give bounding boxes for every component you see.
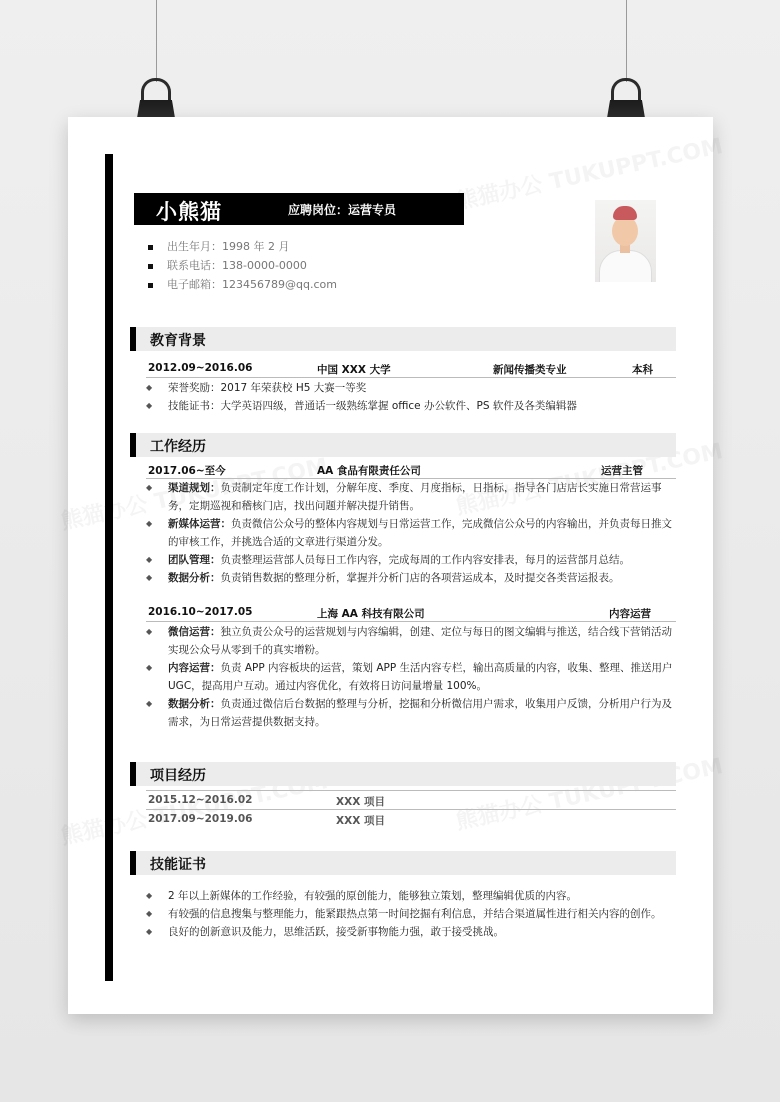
watermark (453, 129, 726, 216)
divider (146, 621, 676, 622)
bullet-square-icon (148, 283, 153, 288)
resume-sheet (68, 117, 713, 1014)
edu-school: 中国 XXX 大学 (317, 364, 391, 376)
edu-item: ◆ 技能证书：大学英语四级，普通话一级熟练掌握 office 办公软件、PS 软件及各类编辑器 (146, 397, 678, 415)
applied-position: 应聘岗位：运营专员 (288, 203, 397, 217)
project-period: 2017.09~2019.06 (148, 813, 253, 825)
divider (146, 809, 676, 810)
section-title: 教育背景 (150, 333, 206, 349)
edu-degree: 本科 (632, 364, 653, 376)
candidate-name: 小熊猫 (156, 200, 222, 224)
section-projects (130, 762, 676, 786)
job-item: ◆ 渠道规划：负责制定年度工作计划，分解年度、季度、月度指标，日指标，指导各门店店长实施日常营运事务，定期巡视和稽核门店，找出问题并解决提升销售。 (146, 479, 678, 515)
edu-period: 2012.09~2016.06 (148, 362, 253, 374)
job-item: ◆ 微信运营：独立负责公众号的运营规划与内容编辑，创建、定位与每日的图文编辑与推送，结合线下营销活动实现公众号从零到千的真实增粉。 (146, 623, 678, 659)
job-period: 2017.06~至今 (148, 465, 226, 477)
job-item: ◆ 数据分析：负责通过微信后台数据的整理与分析，挖掘和分析微信用户需求，收集用户反馈，分析用户行为及需求，为日常运营提供数据支持。 (146, 695, 678, 731)
info-birth: 出生年月：1998 年 2 月 (148, 238, 289, 254)
job-company: AA 食品有限责任公司 (317, 465, 421, 477)
job-role: 内容运营 (609, 608, 651, 620)
section-title: 项目经历 (150, 768, 206, 784)
edu-major: 新闻传播类专业 (493, 364, 567, 376)
section-title: 技能证书 (150, 857, 206, 873)
divider (146, 377, 676, 378)
profile-photo (595, 200, 656, 282)
divider (146, 790, 676, 791)
job-item: ◆ 数据分析：负责销售数据的整理分析，掌握并分析门店的各项营运成本，及时提交各类营运报表。 (146, 569, 678, 587)
project-name: XXX 项目 (336, 796, 385, 808)
name-banner (134, 193, 464, 225)
skill-item: ◆ 2 年以上新媒体的工作经验，有较强的原创能力，能够独立策划，整理编辑优质的内容。 (146, 887, 678, 905)
bullet-square-icon (148, 245, 153, 250)
skill-item: ◆ 有较强的信息搜集与整理能力，能紧跟热点第一时间挖掘有利信息，并结合渠道属性进行相关内容的创作。 (146, 905, 678, 923)
skill-item: ◆ 良好的创新意识及能力，思维活跃，接受新事物能力强，敢于接受挑战。 (146, 923, 678, 941)
edu-item: ◆ 荣誉奖励：2017 年荣获校 H5 大赛一等奖 (146, 379, 678, 397)
job-company: 上海 AA 科技有限公司 (317, 608, 425, 620)
section-skills (130, 851, 676, 875)
bullet-square-icon (148, 264, 153, 269)
job-item: ◆ 内容运营：负责 APP 内容板块的运营，策划 APP 生活内容专栏，输出高质量的内容，收集、整理、推送用户 UGC，提高用户互动。通过内容优化，有效将日访问量增量 100%。 (146, 659, 678, 695)
hanging-string-right (626, 0, 627, 82)
info-phone: 联系电话：138-0000-0000 (148, 257, 307, 273)
job-item: ◆ 团队管理：负责整理运营部人员每日工作内容，完成每周的工作内容安排表，每月的运营部月总结。 (146, 551, 678, 569)
section-work (130, 433, 676, 457)
hanging-string-left (156, 0, 157, 82)
job-period: 2016.10~2017.05 (148, 606, 253, 618)
job-role: 运营主管 (601, 465, 643, 477)
job-item: ◆ 新媒体运营：负责微信公众号的整体内容规划与日常运营工作，完成微信公众号的内容输出，并负责每日推文的审核工作，并挑选合适的文章进行渠道分发。 (146, 515, 678, 551)
info-email: 电子邮箱：123456789@qq.com (148, 276, 337, 292)
section-education (130, 327, 676, 351)
section-title: 工作经历 (150, 439, 206, 455)
project-name: XXX 项目 (336, 815, 385, 827)
project-period: 2015.12~2016.02 (148, 794, 253, 806)
left-accent-bar (105, 154, 113, 981)
